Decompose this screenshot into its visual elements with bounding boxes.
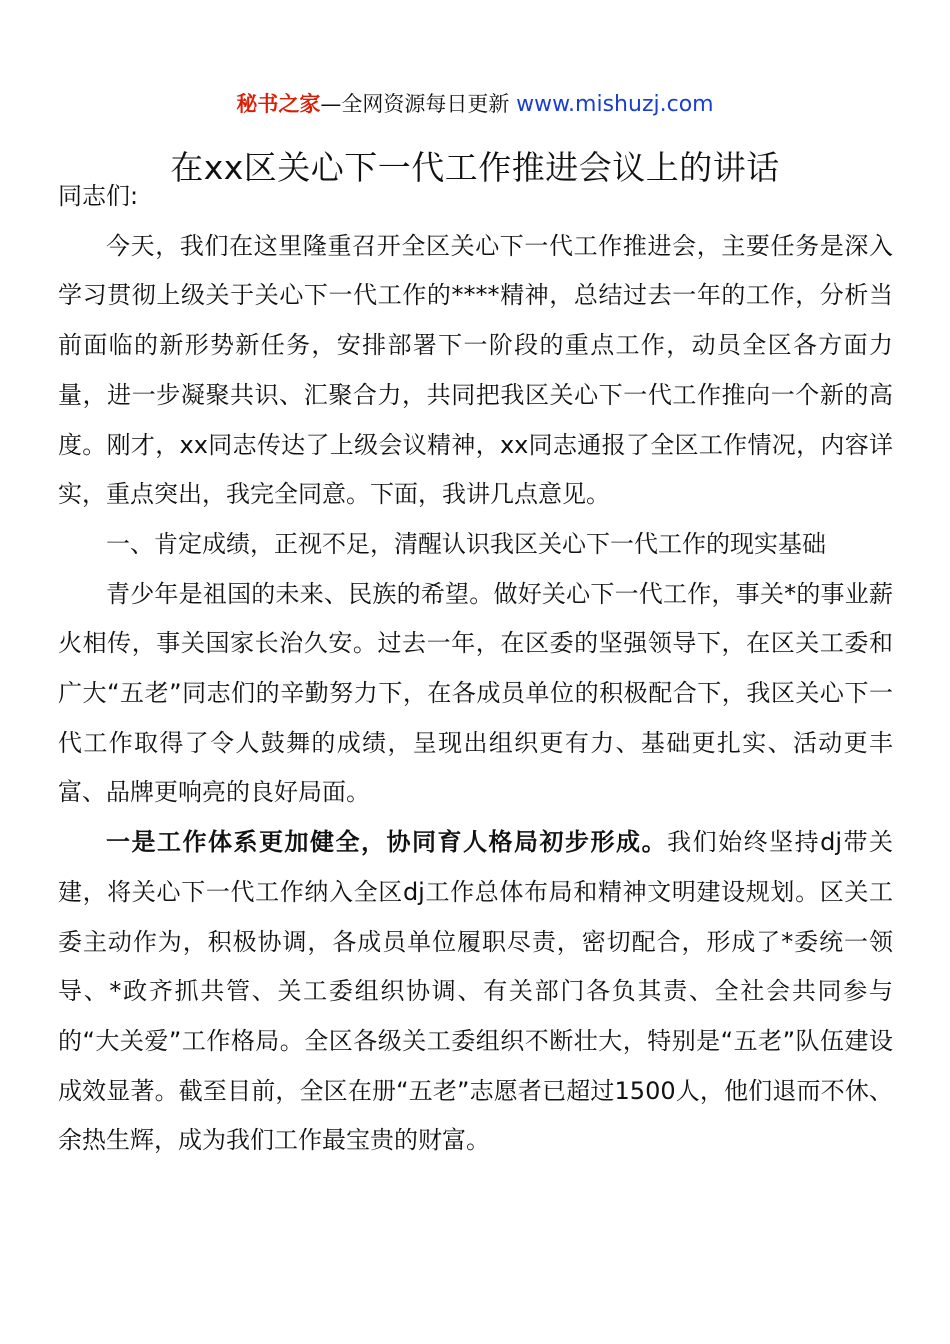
header-slogan: —全网资源每日更新 bbox=[320, 92, 517, 116]
paragraph-achievements: 青少年是祖国的未来、民族的希望。做好关心下一代工作，事关*的事业薪火相传，事关国家长治久安。过去一年，在区委的坚强领导下，在区关工委和广大“五老”同志们的辛勤努力下，在各成员单位的积极配合下，我区关心下一代工作取得了令人鼓舞的成绩，呈现出组织更有力、基础更扎实、活动更丰富、品牌更响亮的良好局面。 bbox=[58, 579, 893, 807]
paragraph-work-system bbox=[58, 818, 893, 1166]
paragraph-body: 我们始终坚持dj带关建，将关心下一代工作纳入全区dj工作总体布局和精神文明建设规划。区关工委主动作为，积极协调，各成员单位履职尽责，密切配合，形成了*委统一领导、*政齐抓共管、关工委组织协调、有关部门各负其责、全社会共同参与的“大关爱”工作格局。全区各级关工委组织不断壮大，特别是“五老”队伍建设成效显著。截至目前，全区在册“五老”志愿者已超过1500人，他们退而不休、余热生辉，成为我们工作最宝贵的财富。 bbox=[58, 828, 894, 1155]
site-header bbox=[0, 88, 950, 121]
salutation: 同志们: bbox=[58, 182, 139, 210]
document-body bbox=[58, 172, 893, 1166]
site-url-link[interactable]: www.mishuzj.com bbox=[516, 92, 714, 117]
paragraph-intro: 今天，我们在这里隆重召开全区关心下一代工作推进会，主要任务是深入学习贯彻上级关于关心下一代工作的****精神，总结过去一年的工作，分析当前面临的新形势新任务，安排部署下一阶段的重点工作，动员全区各方面力量，进一步凝聚共识、汇聚合力，共同把我区关心下一代工作推向一个新的高度。刚才，xx同志传达了上级会议精神，xx同志通报了全区工作情况，内容详实，重点突出，我完全同意。下面，我讲几点意见。 bbox=[58, 231, 893, 509]
document-title: 在xx区关心下一代工作推进会议上的讲话 bbox=[170, 148, 780, 187]
paragraph-lead: 一是工作体系更加健全，协同育人格局初步形成。 bbox=[106, 828, 668, 857]
brand-name: 秘书之家 bbox=[236, 92, 321, 116]
section-heading: 一、肯定成绩，正视不足，清醒认识我区关心下一代工作的现实基础 bbox=[106, 529, 826, 558]
